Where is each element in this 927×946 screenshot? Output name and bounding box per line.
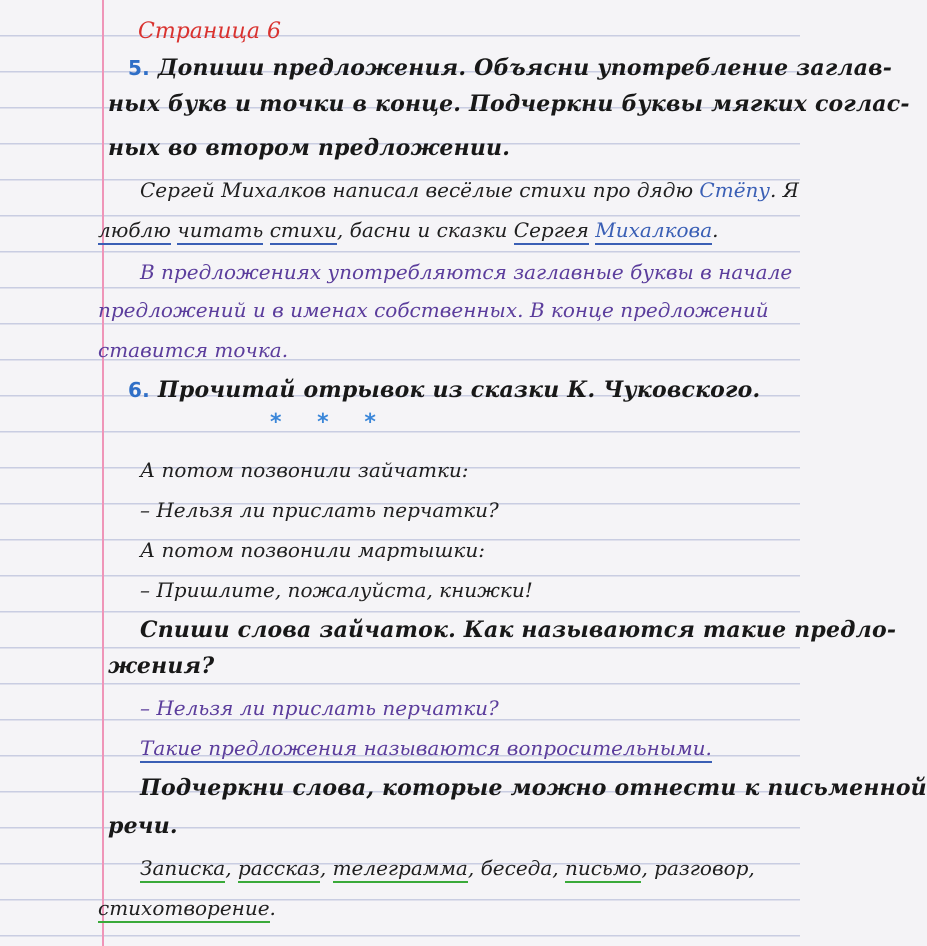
answer6c-line1 [140, 850, 800, 886]
sep-4: , разговор, [641, 856, 755, 880]
word-zapiska: Записка [140, 856, 225, 883]
word-sergeya: Сергея [514, 218, 589, 245]
margin-line [102, 0, 104, 946]
answer5-expl1: В предложениях употребляются заглавные буквы в начале [140, 260, 793, 284]
task6c-line1: Подчеркни слова, которые можно отнести к письменной [140, 775, 927, 801]
sep-1: , [225, 856, 238, 880]
poem-line-4: – Пришлите, пожалуйста, книжки! [140, 578, 533, 602]
word-chitat: читать [177, 218, 263, 245]
answer5-expl2: предложений и в именах собственных. В конце предложений [98, 298, 769, 322]
answer5-expl3: ставится точка. [98, 338, 289, 362]
task5-line2: ных букв и точки в конце. Подчеркни буквы мягких соглас- [108, 91, 910, 117]
answer5-text-a: Сергей Михалков написал весёлые стихи про дядю [140, 178, 700, 202]
word-telegramma: телеграмма [333, 856, 468, 883]
task6-number: 6. [128, 378, 150, 402]
section-stars: * * * [270, 410, 390, 435]
word-mikhalkova: Михалкова [595, 218, 712, 245]
task5-text1: Допиши предложения. Объясни употребление заглав- [157, 55, 893, 81]
task6b-line2: жения? [108, 653, 215, 679]
word-rasskaz: рассказ [238, 856, 320, 883]
page-title: Страница 6 [138, 19, 282, 44]
task5-line1 [128, 50, 893, 86]
answer5-text-sep: , басни и сказки [336, 218, 514, 242]
word-pismo: письмо [565, 856, 641, 883]
answer5-line2 [98, 212, 758, 248]
task5-line3: ных во втором предложении. [108, 135, 511, 161]
answer6b-line2 [140, 730, 800, 766]
poem-line-3: А потом позвонили мартышки: [140, 538, 485, 562]
answer5-end: . [712, 218, 719, 242]
task5-number: 5. [128, 56, 150, 80]
word-stikhi: стихи [270, 218, 337, 245]
word-lyublyu: люблю [98, 218, 171, 245]
answer5-name-stepa: Стёпу [699, 178, 771, 202]
answer6c-line2 [98, 890, 758, 926]
sep-2: , [319, 856, 333, 880]
word-stikhotvorenie: стихотворение [98, 896, 270, 923]
answer5-line1 [140, 172, 800, 208]
task6b-line1: Спиши слова зайчаток. Как называются такие предло- [140, 617, 897, 643]
task6-text: Прочитай отрывок из сказки К. Чуковского. [157, 377, 761, 403]
sep-5: . [269, 896, 276, 920]
answer5-text-b: . Я [770, 178, 799, 202]
task6-line1 [128, 372, 788, 408]
poem-line-1: А потом позвонили зайчатки: [140, 458, 469, 482]
sep-3: , беседа, [467, 856, 565, 880]
answer6b-line1: – Нельзя ли прислать перчатки? [140, 696, 499, 720]
poem-line-2: – Нельзя ли прислать перчатки? [140, 498, 499, 522]
task6c-line2: речи. [108, 813, 178, 839]
answer6b-underlined: Такие предложения называются вопросительными. [140, 736, 712, 763]
